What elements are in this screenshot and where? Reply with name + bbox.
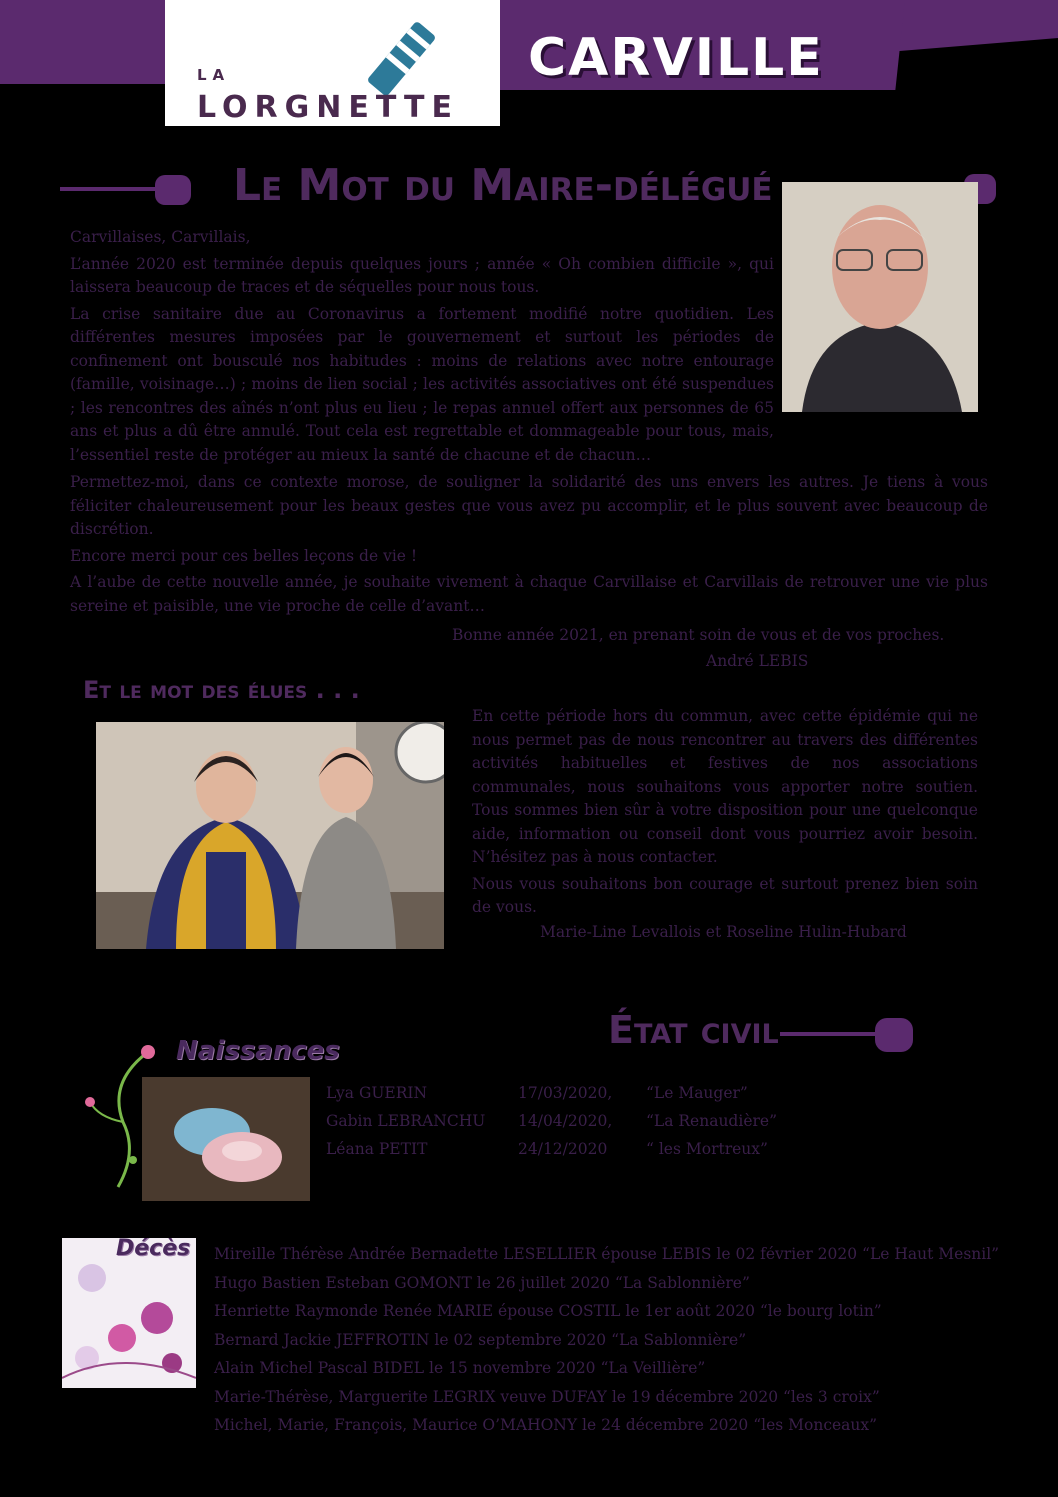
spyglass-icon <box>345 0 465 100</box>
title-ornament-left <box>60 165 200 215</box>
deces-item: Marie-Thérèse, Marguerite LEGRIX veuve DUFAY le 19 décembre 2020 “les 3 croix” <box>214 1387 880 1406</box>
deces-item: Hugo Bastien Esteban GOMONT le 26 juillet 2020 “La Sablonnière” <box>214 1273 750 1292</box>
lorgnette-logo <box>165 0 500 126</box>
naissances-photo <box>142 1077 310 1201</box>
deces-item: Mireille Thérèse Andrée Bernadette LESELLIER épouse LEBIS le 02 février 2020 “Le Haut Mesnil” <box>214 1245 1000 1263</box>
elues-title: Et le mot des élues . . . <box>83 676 360 704</box>
etat-civil-title: État civil <box>608 1008 779 1052</box>
deces-list <box>214 1240 1044 1440</box>
logo-la: LA <box>197 66 231 84</box>
naissance-place: “Le Mauger” <box>646 1084 748 1102</box>
portrait-illustration <box>782 182 978 412</box>
elues-text <box>472 705 978 923</box>
elues-illustration <box>96 722 444 949</box>
elues-paragraph: Nous vous souhaitons bon courage et surtout prenez bien soin de vous. <box>472 874 978 916</box>
maire-text-bottom <box>70 471 988 621</box>
maire-paragraph: A l’aube de cette nouvelle année, je souhaite vivement à chaque Carvillaise et Carvillais de retrouver une vie plus sereine et paisible, une vie proche de celle d’avant… <box>70 573 988 615</box>
logo-title: LORGNETTE <box>197 90 459 125</box>
naissance-name: Gabin LEBRANCHU <box>326 1112 486 1130</box>
maire-text-top <box>70 226 774 470</box>
elues-paragraph: En cette période hors du commun, avec cette épidémie qui ne nous permet pas de nous rencontrer au travers des différentes activités habituelles et festives de nos associations communales, nous souhaitons vous apporter notre soutien. Tous sommes bien sûr à votre disposition pour une quelconque aide, information ou conseil dont vous pourriez avoir besoin. N’hésitez pas à nous contacter. <box>472 707 978 866</box>
maire-paragraph: Permettez-moi, dans ce contexte morose, de souligner la solidarité des uns envers les autres. Je tiens à vous féliciter chaleureusement pour les beaux gestes que vous avez pu accomplir, et le plus souvent avec beaucoup de discrétion. <box>70 473 988 538</box>
naissance-place: “ les Mortreux” <box>646 1140 768 1158</box>
maire-photo <box>782 182 978 412</box>
naissance-date: 24/12/2020 <box>518 1140 608 1158</box>
naissance-name: Lya GUERIN <box>326 1084 428 1102</box>
etat-civil-ornament <box>780 1010 920 1060</box>
baby-shoes-illustration <box>142 1077 310 1201</box>
elues-signature: Marie-Line Levallois et Roseline Hulin-Hubard <box>540 923 907 941</box>
maire-paragraph: Carvillaises, Carvillais, <box>70 228 251 246</box>
naissance-date: 14/04/2020, <box>518 1112 613 1130</box>
naissance-date: 17/03/2020, <box>518 1084 613 1102</box>
deces-item: Michel, Marie, François, Maurice O’MAHONY le 24 décembre 2020 “les Monceaux” <box>214 1416 878 1434</box>
maire-paragraph: La crise sanitaire due au Coronavirus a fortement modifié notre quotidien. Les différentes mesures imposées par le gouvernement et surtout les périodes de confinement ont bousculé nos habitudes : moins de relations avec notre entourage (famille, voisinage…) ; moins de lien social ; les activités associatives ont été suspendues ; les rencontres des aînés n’ont plus eu lieu ; le repas annuel offert aux personnes de 65 ans et plus a dû être annulé. Tout cela est regrettable et dommageable pour tous, mais, l’essentiel reste de protéger au mieux la santé de chacune et de chacun… <box>70 304 774 464</box>
naissance-name: Léana PETIT <box>326 1140 428 1158</box>
deces-image <box>62 1238 196 1388</box>
deces-item: Alain Michel Pascal BIDEL le 15 novembre 2020 “La Veillière” <box>214 1359 706 1377</box>
deces-item: Henriette Raymonde Renée MARIE épouse COSTIL le 1er août 2020 “le bourg lotin” <box>214 1302 882 1320</box>
elues-photo <box>96 722 444 949</box>
naissances-title: Naissances <box>176 1036 340 1066</box>
naissance-place: “La Renaudière” <box>646 1112 777 1130</box>
town-name: CARVILLE <box>528 28 824 88</box>
deces-title: Décès <box>116 1238 191 1261</box>
maire-signature: André LEBIS <box>706 652 809 670</box>
maire-title: Le Mot du Maire-délégué <box>233 160 773 211</box>
maire-paragraph: L’année 2020 est terminée depuis quelques jours ; année « Oh combien difficile », qui laissera beaucoup de traces et de séquelles pour nous tous. <box>70 254 774 296</box>
maire-closing: Bonne année 2021, en prenant soin de vous et de vos proches. <box>452 626 945 644</box>
deces-item: Bernard Jackie JEFFROTIN le 02 septembre 2020 “La Sablonnière” <box>214 1330 747 1349</box>
maire-paragraph: Encore merci pour ces belles leçons de vie ! <box>70 546 418 565</box>
